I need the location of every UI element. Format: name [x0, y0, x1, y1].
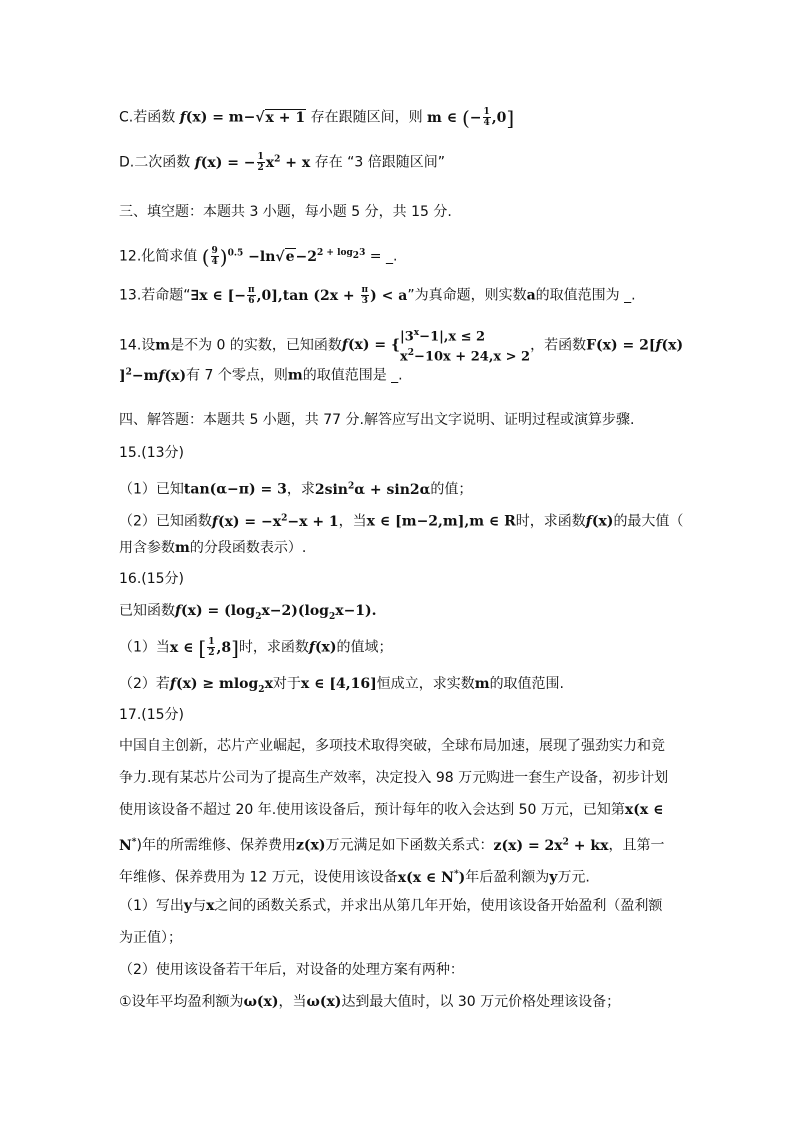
q16-1-a: （1）当 [119, 639, 170, 656]
q16-1-c: 的值域； [336, 639, 393, 656]
option-d-label: D.二次函数 [119, 154, 191, 171]
formula: ∃x ∈ [− $\frac{\pi}{6}$ ,0],tan (2x + $\frac{\pi}{3}$ ) < a [190, 285, 408, 306]
q17-line-3: 使用该设备不超过 20 年.使用该设备后，预计每年的收入会达到 50 万元，已知第x(x ∈ [119, 802, 664, 818]
question-13: 13.若命题“∃x ∈ [− $\frac{\pi}{6}$ ,0],tan (2x + $\frac{\pi}{3}$ ) < a”为真命题，则实数a的取值范围为 _. [119, 285, 636, 306]
q17-part2: （2）使用该设备若干年后，对设备的处理方案有两种： [119, 962, 464, 978]
formula: f(x) = − $\frac{1}{2}$ $x^2 + x$ [194, 152, 311, 174]
question-15-heading: 15.(13分) [119, 445, 185, 461]
option-d [119, 149, 445, 173]
q15-2-a: （2）已知函数 [119, 513, 212, 530]
question-16-part2: （2）若f(x) ≥ mlog$_2$x对于x ∈ [4,16]恒成立，求实数m的取值范围. [119, 676, 565, 695]
q15-2-f: 的分段函数表示）. [189, 540, 307, 556]
question-16-stem: 已知函数$f(x) = (\log_2x-2)(\log_2x-1)$. [119, 603, 377, 622]
q15-2-b: ，当 [338, 513, 367, 530]
q15-1-a: （1）已知 [119, 481, 184, 498]
q17-line-5: 年维修、保养费用为 12 万元，设使用该设备x(x ∈ N*)年后盈利额为y万元. [119, 869, 590, 886]
question-15-part2-cont: 用含参数m的分段函数表示）. [119, 540, 307, 556]
q14-t3: ，若函数 [530, 337, 587, 354]
q17-line-1: 中国自主创新，芯片产业崛起，多项技术取得突破，全球布局加速，展现了强劲实力和竞 [119, 738, 665, 754]
q14-t4: 有 7 个零点，则 [186, 367, 288, 384]
question-14-cont: ]$^2$−mf(x)有 7 个零点，则m的取值范围是 _. [119, 367, 403, 384]
q14-t2: 是不为 0 的实数，已知函数 [170, 337, 342, 354]
q13-label: 13.若命题“ [119, 287, 191, 304]
q17-l5b: 年后盈利额为 [465, 869, 550, 886]
option-d-text: 存在 “3 倍跟随区间” [314, 154, 446, 171]
q17-line-4: N*)年的所需维修、保养费用z(x)万元满足如下函数关系式：$z(x) = 2x^2$ + kx，且第一 [119, 837, 665, 854]
q13-mid: ”为真命题，则实数 [407, 287, 527, 304]
q17-l4a: )年的所需维修、保养费用 [136, 837, 296, 854]
question-15-part2: （2）已知函数$f(x) = -x^2-x + 1$，当x ∈ [m−2,m],m ∈ R时，求函数f(x)的最大值（ [119, 513, 684, 530]
q15-2-d: 的最大值（ [613, 513, 684, 530]
q17-l5c: 万元. [557, 869, 590, 886]
question-16-heading: 16.(15分) [119, 571, 185, 587]
q12-label: 12.化简求值 [119, 248, 198, 265]
q14-t5: 的取值范围是 _. [302, 367, 403, 384]
option-c-text: 存在跟随区间，则 [310, 109, 423, 126]
q16-2-b: 对于 [272, 676, 301, 692]
q17-1b: 与 [192, 898, 207, 914]
question-14: 14.设m是不为 0 的实数，已知函数$f(x) = \{|3^x-1|,x \le 2$ $x^2-10x + 24,x > 2$，若函数F(x) = 2[f(x) [119, 328, 684, 365]
q17-1a: （1）写出 [119, 898, 184, 914]
q14-label: 14.设 [119, 337, 156, 354]
q16-2-a: （2）若 [119, 676, 170, 692]
q13-tail: 的取值范围为 _. [535, 287, 636, 304]
q17-part1-cont: 为正值）； [119, 930, 182, 946]
q17-line-2: 争力.现有某芯片公司为了提高生产效率，决定投入 98 万元购进一套生产设备，初步计划 [119, 770, 669, 786]
option-c-label: C.若函数 [119, 109, 176, 126]
question-12 [119, 243, 397, 267]
q12-tail: = _. [369, 248, 398, 265]
formula: $f(x) = \{|3^x-1|,x \le 2$ $x^2-10x + 24,x > 2$ [341, 328, 531, 365]
question-17-heading: 17.(15分) [119, 707, 185, 723]
option-c [119, 107, 514, 128]
q17-l5a: 年维修、保养费用为 12 万元，设使用该设备 [119, 869, 398, 886]
q17-l4b: 万元满足如下函数关系式： [325, 837, 494, 854]
q16-a: 已知函数 [119, 603, 175, 619]
q15-2-e: 用含参数 [119, 540, 175, 556]
q17-opt1b: ，当 [278, 994, 307, 1010]
section-4-heading: 四、解答题：本题共 5 小题，共 77 分.解答应写出文字说明、证明过程或演算步骤. [119, 412, 635, 428]
q17-l4c: ，且第一 [608, 837, 665, 854]
question-16-part1: （1）当x ∈ [ $\frac{1}{2}$ ,8]时，求函数f(x)的值域； [119, 635, 393, 660]
q15-1-b: ，求 [286, 481, 315, 498]
formula: f(x) = m−√x + 1 [179, 109, 306, 126]
formula: ( $\frac{9}{4}$ )$^{0.5} -\ln√e-2^{2 + log_23}$ [201, 244, 366, 269]
q17-part1: （1）写出y与x之间的函数关系式，并求出从第几年开始，使用该设备开始盈利（盈利额 [119, 898, 663, 914]
section-3-heading: 三、填空题：本题共 3 小题，每小题 5 分，共 15 分. [119, 204, 452, 220]
q16-2-d: 的取值范围. [489, 676, 565, 692]
q17-opt1a: ①设年平均盈利额为 [119, 994, 244, 1010]
formula: m ∈ (− $\frac{1}{4}$ ,0] [427, 105, 515, 130]
q16-1-b: 时，求函数 [238, 639, 309, 656]
q17-1c: 之间的函数关系式，并求出从第几年开始，使用该设备开始盈利（盈利额 [214, 898, 663, 914]
q17-option-1: ①设年平均盈利额为ω(x)，当ω(x)达到最大值时，以 30 万元价格处理该设备； [119, 994, 621, 1010]
q15-2-c: 时，求函数 [515, 513, 586, 530]
q15-1-c: 的值； [430, 481, 473, 498]
q17-l3a: 使用该设备不超过 20 年.使用该设备后，预计每年的收入会达到 50 万元，已知第 [119, 802, 625, 818]
q17-opt1c: 达到最大值时，以 30 万元价格处理该设备； [341, 994, 621, 1010]
q16-2-c: 恒成立，求实数 [376, 676, 475, 692]
question-15-part1: （1）已知tan(α−π) = 3，求$2\sin^2\alpha + \sin 2\alpha$的值； [119, 481, 473, 498]
